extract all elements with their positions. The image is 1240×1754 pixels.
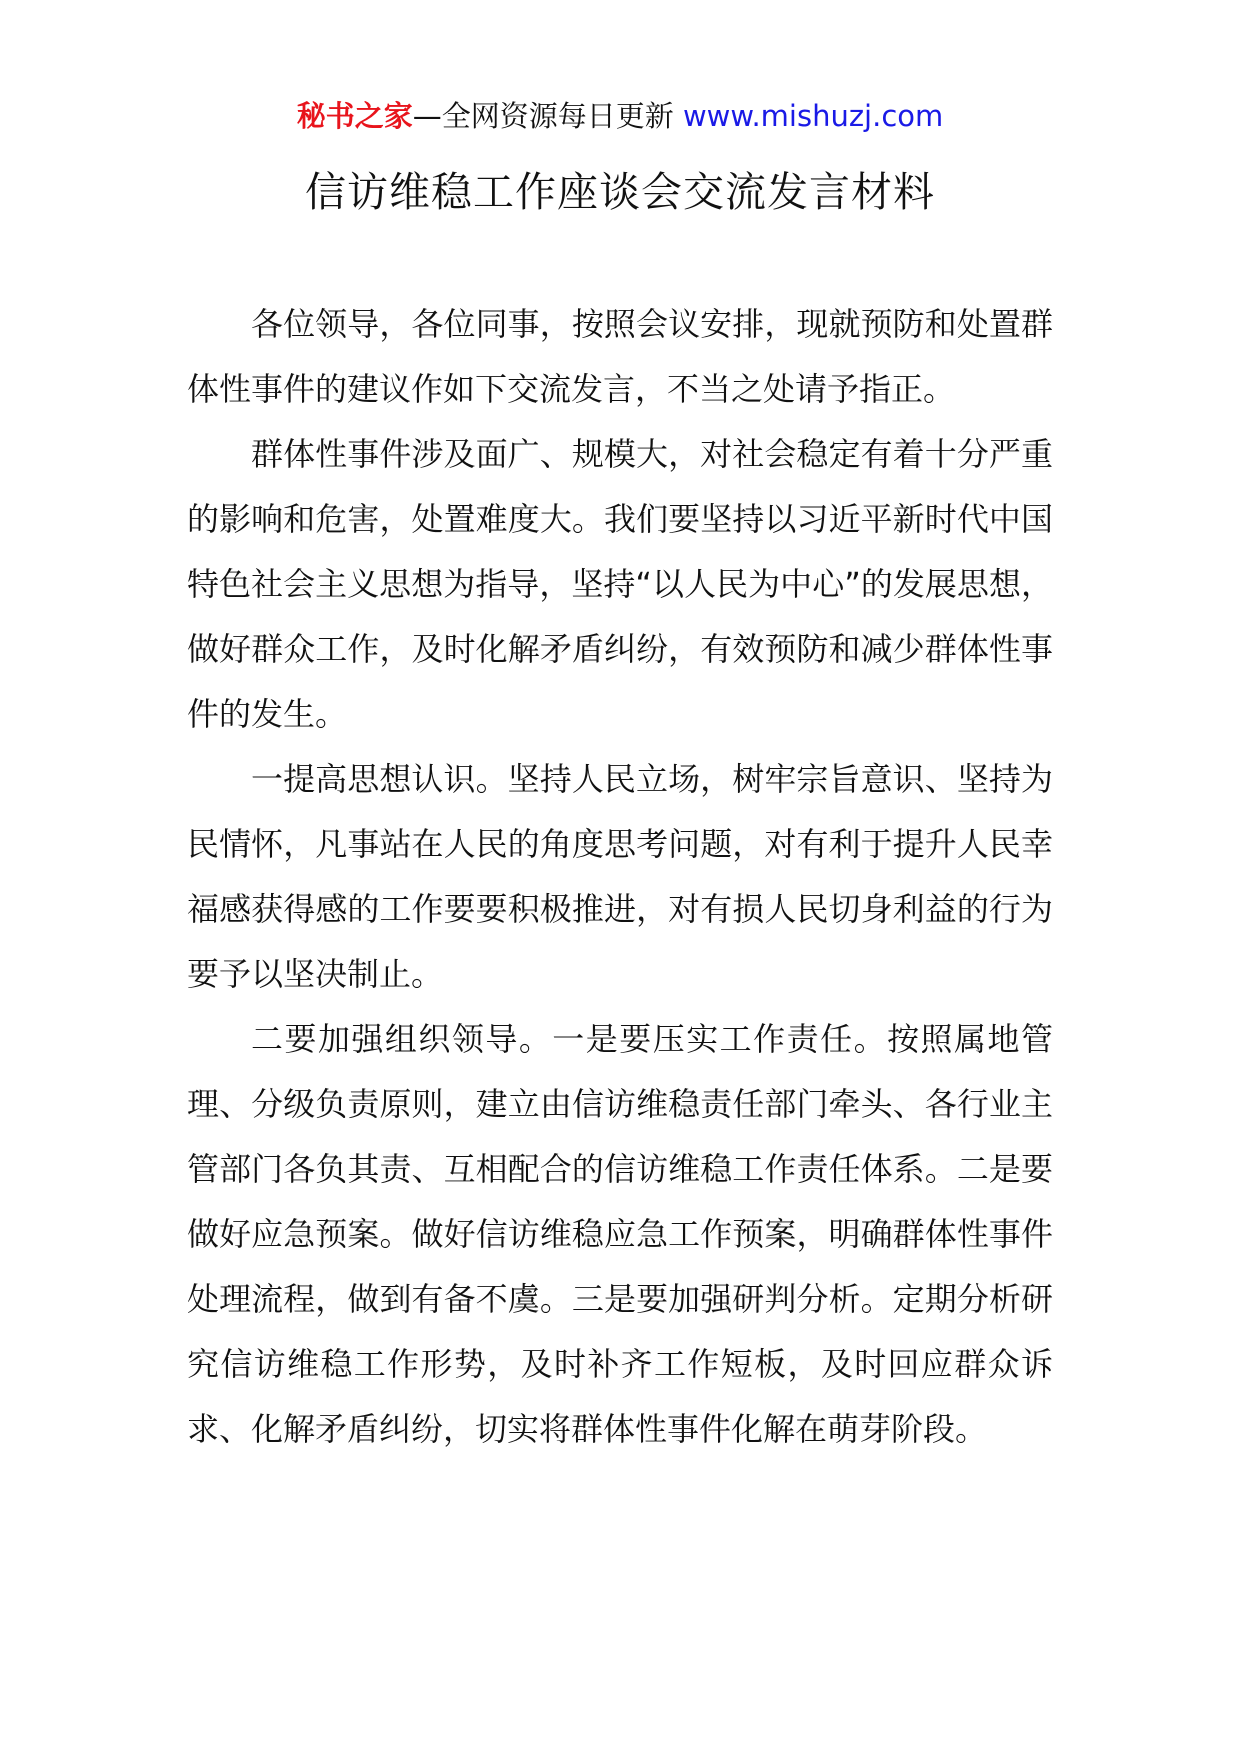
site-header — [0, 96, 1240, 136]
paragraph-point-one: 一提高思想认识。坚持人民立场，树牢宗旨意识、坚持为民情怀，凡事站在人民的角度思考问题，对有利于提升人民幸福感获得感的工作要要积极推进，对有损人民切身利益的行为要予以坚决制止。 — [187, 760, 1053, 993]
document-title: 信访维稳工作座谈会交流发言材料 — [305, 168, 935, 216]
document-body — [187, 292, 1053, 1462]
paragraph-overview: 群体性事件涉及面广、规模大，对社会稳定有着十分严重的影响和危害，处置难度大。我们要坚持以习近平新时代中国特色社会主义思想为指导，坚持“以人民为中心”的发展思想，做好群众工作，及时化解矛盾纠纷，有效预防和减少群体性事件的发生。 — [187, 435, 1053, 733]
site-url[interactable]: www.mishuzj.com — [682, 99, 944, 133]
site-tagline: —全网资源每日更新 — [412, 99, 683, 133]
brand-name: 秘书之家 — [296, 99, 413, 133]
paragraph-greeting: 各位领导，各位同事，按照会议安排，现就预防和处置群体性事件的建议作如下交流发言，不当之处请予指正。 — [187, 305, 1053, 408]
paragraph-point-two: 二要加强组织领导。一是要压实工作责任。按照属地管理、分级负责原则，建立由信访维稳责任部门牵头、各行业主管部门各负其责、互相配合的信访维稳工作责任体系。二是要做好应急预案。做好信访维稳应急工作预案，明确群体性事件处理流程，做到有备不虞。三是要加强研判分析。定期分析研究信访维稳工作形势，及时补齐工作短板，及时回应群众诉求、化解矛盾纠纷，切实将群体性事件化解在萌芽阶段。 — [187, 1020, 1053, 1448]
